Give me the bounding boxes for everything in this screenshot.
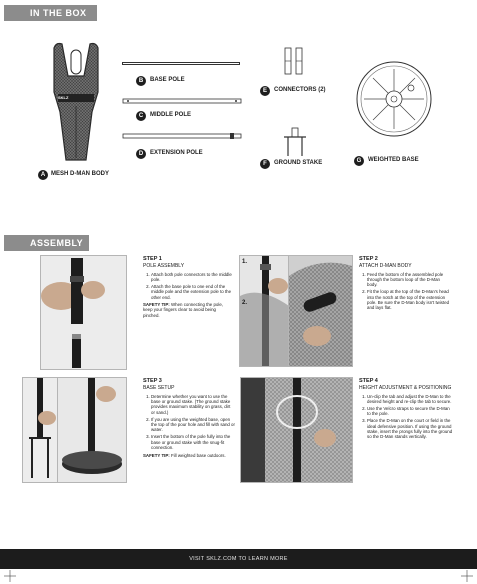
step1-subtitle: POLE ASSEMBLY — [143, 262, 185, 269]
step4-item-3: 3. Place the D-Man on the court or field in the ideal defensive position. If using the ground stake, insert the prongs fully into the ground so the D-Man stands vertically. — [367, 418, 453, 440]
connectors-illustration — [283, 46, 305, 76]
part-g-badge: G — [354, 156, 364, 166]
step2-instructions — [359, 256, 451, 312]
crop-marks — [0, 568, 477, 584]
base-pole-illustration — [122, 62, 240, 65]
step1-tip-text: When connecting the pole, keep your fingers clear to avoid being pinched. — [143, 302, 223, 318]
step3-instructions — [143, 378, 235, 458]
step2-item-1: 1. Feed the bottom of the assembled pole through the bottom loop of the D-Man body. — [367, 272, 451, 288]
extension-pole-illustration — [122, 132, 242, 140]
part-e-badge: E — [260, 86, 270, 96]
step3-item-2: 2. If you are using the weighted base, open the top of the pour hole and fill with sand or water. — [151, 417, 235, 433]
step3-photo-base — [57, 377, 127, 483]
step1-safety-tip — [143, 302, 233, 318]
step3-safety-tip — [143, 453, 235, 458]
step1-tip-label: SAFETY TIP: — [143, 302, 170, 308]
ground-stake-illustration — [282, 127, 308, 157]
step1-photo — [40, 255, 127, 370]
step3-tip-label: SAFETY TIP: — [143, 452, 170, 458]
body-brand-logo: SKLZ — [58, 95, 69, 100]
mesh-dman-body-illustration — [48, 42, 104, 166]
step4-item-2: 2. Use the Velcro straps to secure the D-Man to the pole. — [367, 406, 453, 417]
part-c-badge: C — [136, 111, 146, 121]
part-d-badge: D — [136, 149, 146, 159]
step3-item-3: 3. Insert the bottom of the pole fully into the base or ground stake with the snug-fit connection. — [151, 434, 235, 450]
step1-instructions — [143, 256, 233, 318]
part-g-label: WEIGHTED BASE — [368, 157, 419, 163]
part-b-badge: B — [136, 76, 146, 86]
part-f-badge: F — [260, 159, 270, 169]
step2-photo-label-1: 1. — [242, 259, 248, 265]
step2-item-2: 2. Fit the loop at the top of the D-Man's head into the notch at the top of the extension pole. Be sure the D-Man body isn't twisted and lays flat. — [367, 289, 451, 311]
part-a-badge: A — [38, 170, 48, 180]
step2-title: STEP 2 — [359, 256, 378, 262]
part-b-label: BASE POLE — [150, 77, 185, 83]
step2-photo-1 — [239, 255, 290, 367]
part-e-label: CONNECTORS (2) — [274, 87, 326, 93]
step1-item-1: 1. Attach both pole connectors to the middle pole. — [151, 272, 233, 283]
step3-tip-text: Fill weighted base outdoors. — [171, 452, 226, 458]
step2-subtitle: ATTACH D-MAN BODY — [359, 262, 412, 269]
step3-subtitle: BASE SETUP — [143, 384, 175, 391]
footer-bar: VISIT SKLZ.COM TO LEARN MORE — [0, 549, 477, 569]
step2-photo-2 — [288, 255, 353, 367]
middle-pole-illustration — [122, 97, 242, 105]
part-c-label: MIDDLE POLE — [150, 112, 192, 118]
step4-title: STEP 4 — [359, 378, 378, 384]
section-header-in-the-box: IN THE BOX — [4, 5, 97, 21]
step4-item-1: 1. Un-clip the tab and adjust the D-Man to the desired height and re-clip the tab to secure. — [367, 394, 453, 405]
part-f-label: GROUND STAKE — [274, 160, 323, 166]
part-a-label: MESH D-MAN BODY — [51, 171, 109, 177]
step4-subtitle: HEIGHT ADJUSTMENT & POSITIONING — [359, 384, 452, 391]
weighted-base-illustration — [355, 60, 433, 138]
step3-photo-stake — [22, 377, 58, 483]
step3-item-1: 1. Determine whether you want to use the base or ground stake. (The ground stake provides maximum stability on grass, dirt or sand.) — [151, 394, 235, 416]
step4-photo — [240, 377, 353, 483]
step2-photo-label-2: 2. — [242, 300, 248, 306]
part-d-label: EXTENSION POLE — [150, 150, 203, 156]
step1-item-2: 2. Attach the base pole to one end of the middle pole and the extension pole to the other end. — [151, 284, 233, 300]
step3-title: STEP 3 — [143, 378, 162, 384]
step1-title: STEP 1 — [143, 256, 162, 262]
section-header-assembly: ASSEMBLY — [4, 235, 89, 251]
step4-instructions — [359, 378, 453, 441]
